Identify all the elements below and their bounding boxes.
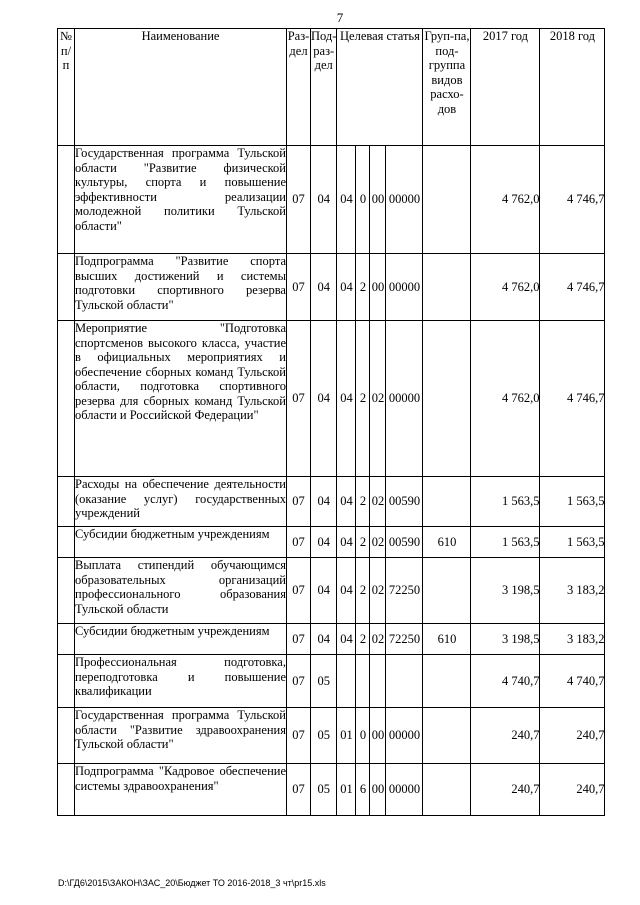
row-number-cell [58,708,75,764]
cell-v2018: 240,7 [540,708,605,764]
cell-name: Мероприятие "Подготовка спортсменов высокого класса, участие в официальных мероприятиях и обеспечение сборных команд Тульской области, подготовка спортивного резерва для сборных команд Тульской области и Российской Федерации" [75,321,287,477]
cell-t2: 2 [356,527,370,558]
header-2018: 2018 год [540,29,605,146]
cell-podrazdel: 05 [311,708,337,764]
cell-t1: 04 [337,477,356,527]
cell-name: Профессиональная подготовка, переподготовка и повышение квалификации [75,655,287,708]
cell-razdel: 07 [287,321,311,477]
cell-t1: 04 [337,558,356,624]
table-row [58,527,605,558]
cell-group [423,764,471,816]
cell-name: Подпрограмма "Развитие спорта высших достижений и системы подготовки спортивного резерва Тульской области" [75,254,287,321]
cell-v2017: 3 198,5 [471,624,540,655]
row-number-cell [58,321,75,477]
cell-podrazdel: 04 [311,321,337,477]
table-row [58,254,605,321]
cell-razdel: 07 [287,254,311,321]
cell-v2018: 3 183,2 [540,558,605,624]
cell-v2017: 240,7 [471,708,540,764]
cell-t3: 00 [370,254,386,321]
cell-razdel: 07 [287,655,311,708]
cell-t2: 0 [356,708,370,764]
header-group: Груп-па, под-группа видов расхо-дов [423,29,471,146]
cell-t4: 00590 [386,477,423,527]
cell-v2018: 4 746,7 [540,321,605,477]
cell-t2: 0 [356,146,370,254]
cell-t4: 00000 [386,146,423,254]
cell-name: Выплата стипендий обучающимся образовательных организаций профессионального образования Тульской области [75,558,287,624]
cell-podrazdel: 04 [311,254,337,321]
cell-name: Субсидии бюджетным учреждениям [75,527,287,558]
cell-t3: 02 [370,527,386,558]
row-number-cell [58,624,75,655]
cell-t4: 00000 [386,254,423,321]
cell-group [423,708,471,764]
cell-group [423,254,471,321]
cell-t1 [337,655,356,708]
cell-group: 610 [423,527,471,558]
cell-razdel: 07 [287,708,311,764]
cell-razdel: 07 [287,477,311,527]
cell-t3: 02 [370,624,386,655]
cell-v2017: 240,7 [471,764,540,816]
cell-name: Государственная программа Тульской области "Развитие физической культуры, спорта и повышение эффективности реализации молодежной политики Тульской области" [75,146,287,254]
cell-v2017: 1 563,5 [471,477,540,527]
cell-group [423,477,471,527]
cell-name: Субсидии бюджетным учреждениям [75,624,287,655]
cell-group [423,558,471,624]
header-razdel: Раз-дел [287,29,311,146]
cell-t1: 01 [337,708,356,764]
cell-v2017: 4 762,0 [471,321,540,477]
row-number-cell [58,527,75,558]
table-row [58,764,605,816]
table-row [58,146,605,254]
cell-t4: 00590 [386,527,423,558]
cell-t2: 2 [356,624,370,655]
budget-table [57,28,605,816]
cell-t3: 02 [370,477,386,527]
cell-v2018: 3 183,2 [540,624,605,655]
cell-v2018: 240,7 [540,764,605,816]
cell-razdel: 07 [287,624,311,655]
table-row [58,708,605,764]
cell-t3 [370,655,386,708]
cell-v2017: 4 762,0 [471,146,540,254]
cell-group: 610 [423,624,471,655]
row-number-cell [58,254,75,321]
cell-t1: 04 [337,254,356,321]
cell-t1: 04 [337,321,356,477]
cell-razdel: 07 [287,764,311,816]
cell-t2 [356,655,370,708]
cell-t4: 00000 [386,321,423,477]
cell-v2018: 4 740,7 [540,655,605,708]
cell-group [423,655,471,708]
cell-t3: 02 [370,558,386,624]
page-number: 7 [336,10,344,25]
footer-file-path: D:\ГД6\2015\ЗАКОН\ЗАС_20\Бюджет ТО 2016-2018_3 чт\pr15.xls [58,878,326,888]
cell-t4: 72250 [386,624,423,655]
cell-t4 [386,655,423,708]
cell-podrazdel: 05 [311,655,337,708]
cell-v2017: 3 198,5 [471,558,540,624]
cell-razdel: 07 [287,527,311,558]
cell-podrazdel: 05 [311,764,337,816]
cell-t2: 2 [356,558,370,624]
cell-v2017: 4 740,7 [471,655,540,708]
cell-podrazdel: 04 [311,558,337,624]
header-podrazdel: Под-раз-дел [311,29,337,146]
row-number-cell [58,655,75,708]
cell-v2018: 4 746,7 [540,254,605,321]
cell-t1: 04 [337,146,356,254]
cell-t1: 04 [337,624,356,655]
cell-razdel: 07 [287,558,311,624]
cell-t2: 2 [356,477,370,527]
cell-name: Подпрограмма "Кадровое обеспечение системы здравоохранения" [75,764,287,816]
cell-razdel: 07 [287,146,311,254]
cell-name: Государственная программа Тульской области "Развитие здравоохранения Тульской области" [75,708,287,764]
row-number-cell [58,477,75,527]
cell-podrazdel: 04 [311,527,337,558]
cell-t2: 6 [356,764,370,816]
cell-podrazdel: 04 [311,477,337,527]
table-row [58,655,605,708]
cell-t3: 02 [370,321,386,477]
header-name: Наименование [75,29,287,146]
row-number-cell [58,558,75,624]
cell-group [423,321,471,477]
cell-group [423,146,471,254]
cell-t3: 00 [370,708,386,764]
row-number-cell [58,146,75,254]
cell-v2018: 1 563,5 [540,527,605,558]
cell-t2: 2 [356,254,370,321]
cell-t1: 01 [337,764,356,816]
table-body [58,146,605,816]
header-num: № п/п [58,29,75,146]
cell-t3: 00 [370,764,386,816]
cell-v2017: 4 762,0 [471,254,540,321]
header-target: Целевая статья [337,29,423,146]
cell-t4: 00000 [386,764,423,816]
cell-t4: 72250 [386,558,423,624]
cell-podrazdel: 04 [311,624,337,655]
header-2017: 2017 год [471,29,540,146]
cell-t4: 00000 [386,708,423,764]
cell-t3: 00 [370,146,386,254]
cell-t2: 2 [356,321,370,477]
table-row [58,558,605,624]
cell-podrazdel: 04 [311,146,337,254]
header-row [58,29,605,146]
cell-name: Расходы на обеспечение деятельности (оказание услуг) государственных учреждений [75,477,287,527]
table-row [58,321,605,477]
cell-v2017: 1 563,5 [471,527,540,558]
cell-v2018: 4 746,7 [540,146,605,254]
table-row [58,624,605,655]
row-number-cell [58,764,75,816]
cell-t1: 04 [337,527,356,558]
table-row [58,477,605,527]
cell-v2018: 1 563,5 [540,477,605,527]
